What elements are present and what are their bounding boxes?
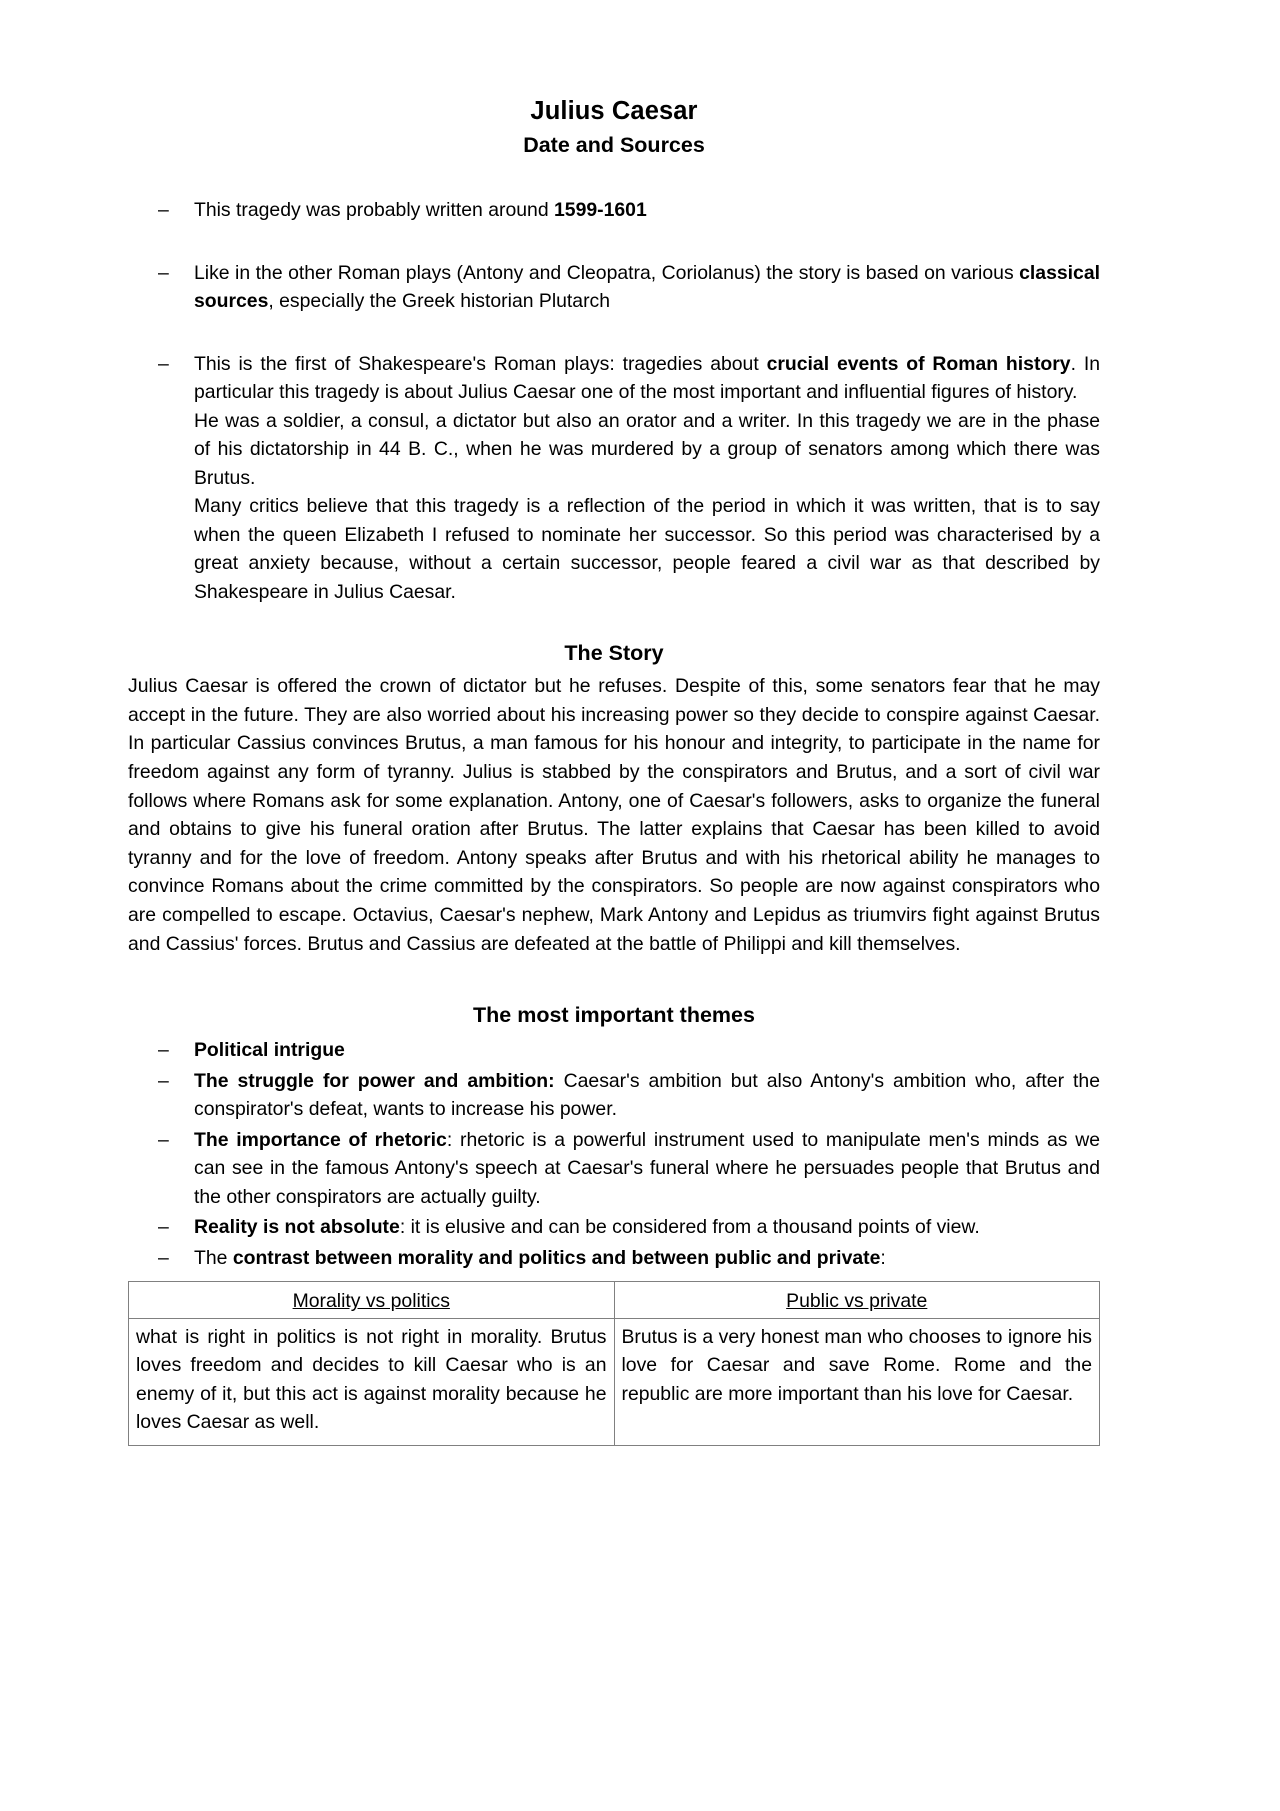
list-item [128,1067,1100,1124]
bold-run: contrast between morality and politics and between public and private [232,1246,881,1269]
bold-run: Reality is not absolute [194,1216,400,1239]
list-item [128,1213,1100,1242]
list-item-text [194,1070,1100,1121]
story-body-wrap [128,672,1100,958]
list-item-text [194,1129,1100,1208]
list-item [128,1036,1100,1065]
bold-run: Political intrigue [194,1039,345,1062]
table-column-header [129,1282,615,1319]
bold-run: 1599-1601 [554,199,647,222]
bullet-dash-icon: – [158,1069,169,1092]
bullet-dash-icon: – [158,352,169,375]
story-heading-wrap [128,640,1100,668]
list-item [128,1126,1100,1212]
list-item [128,259,1100,316]
table-column-header [614,1282,1100,1319]
bullet-dash-icon: – [158,199,169,222]
themes-list [128,1036,1100,1272]
story-paragraph: Julius Caesar is offered the crown of dictator but he refuses. Despite of this, some senators fear that he may accept in the future. They are also worried about his increasing power so they decide to conspire against Caesar. In particular Cassius convinces Brutus, a man famous for his honour and integrity, to participate in the name for freedom against any form of tyranny. Julius is stabbed by the conspirators and Brutus, and a sort of civil war follows where Romans ask for some explanation. Antony, one of Caesar's followers, asks to organize the funeral and obtains to give his funeral oration after Brutus. The latter explains that Caesar has been killed to avoid tyranny and for the love of freedom. Antony speaks after Brutus and with his rhetorical ability he manages to convince Romans about the crime committed by the conspirators. So people are now against conspirators who are compelled to escape. Octavius, Caesar's nephew, Mark Antony and Lepidus as triumvirs fight against Brutus and Cassius' forces. Brutus and Cassius are defeated at the battle of Philippi and kill themselves. [128,675,1100,955]
list-item-subparagraph: He was a soldier, a consul, a dictator but also an orator and a writer. In this tragedy we are in the phase of his dictatorship in 44 B. C., when he was murdered by a group of senators among which there was Brutus. [194,409,1100,489]
text-run: , especially the Greek historian Plutarch [268,290,611,313]
bold-run: The importance of rhetoric [194,1128,447,1151]
bullet-dash-icon: – [158,1039,169,1062]
bold-run: crucial events of Roman history [766,352,1071,375]
list-item [128,196,1100,225]
themes-heading-wrap [128,1002,1100,1030]
table-cell: Brutus is a very honest man who chooses to ignore his love for Caesar and save Rome. Rome and the republic are more important than his love for Caesar. [614,1318,1100,1445]
text-run: Caesar's ambition but also Antony's ambition who, after the conspirator's defeat, wants to increase his power. [194,1069,1101,1121]
table-column-header-label: Public vs private [786,1290,928,1313]
table-column-header-label: Morality vs politics [292,1290,450,1313]
date-and-sources-list [128,196,1100,606]
text-run: This is the first of Shakespeare's Roman plays: tragedies about [194,352,767,375]
list-item-text [194,262,1100,313]
text-run: : [880,1246,886,1269]
text-run: . In particular this tragedy is about Julius Caesar one of the most important and influential figures of history. [194,352,1100,404]
text-run: : rhetoric is a powerful instrument used to manipulate men's minds as we can see in the famous Antony's speech at Caesar's funeral where he persuades people that Brutus and the other conspirators are actually guilty. [194,1128,1100,1208]
table-row [129,1318,1100,1445]
bullet-dash-icon: – [158,1216,169,1239]
spacer [128,160,1100,196]
text-run: Like in the other Roman plays (Antony and Cleopatra, Coriolanus) the story is based on various [194,261,1020,284]
list-item [128,350,1100,607]
text-run: : it is elusive and can be considered from a thousand points of view. [399,1216,980,1239]
list-item-text [194,1039,345,1061]
themes-heading: The most important themes [473,1003,755,1028]
list-item-text [194,1247,886,1269]
list-item [128,1244,1100,1273]
text-run: The [194,1246,233,1269]
table-body [129,1282,1100,1446]
bullet-dash-icon: – [158,1246,169,1269]
story-heading: The Story [564,641,664,666]
table-header-row [129,1282,1100,1319]
page-title: Julius Caesar [530,97,698,125]
bullet-dash-icon: – [158,261,169,284]
list-item-subparagraph: Many critics believe that this tragedy is a reflection of the period in which it was written, that is to say when the queen Elizabeth I refused to nominate her successor. So this period was characterised by a great anxiety because, without a certain successor, people feared a civil war as that described by Shakespeare in Julius Caesar. [194,495,1100,603]
list-item-text [194,199,647,221]
morality-politics-comparison-table [128,1281,1100,1446]
text-run: This tragedy was probably written around [194,199,554,222]
list-item-text [194,353,1100,404]
bold-run: The struggle for power and ambition: [194,1069,555,1092]
themes-body-wrap [128,1036,1100,1272]
page-subtitle: Date and Sources [523,133,705,158]
bold-run: classical sources [194,261,1100,313]
table-cell: what is right in politics is not right in morality. Brutus loves freedom and decides to kill Caesar who is an enemy of it, but this act is against morality because he loves Caesar as well. [129,1318,615,1445]
bullet-dash-icon: – [158,1128,169,1151]
list-item-text [194,1216,980,1238]
